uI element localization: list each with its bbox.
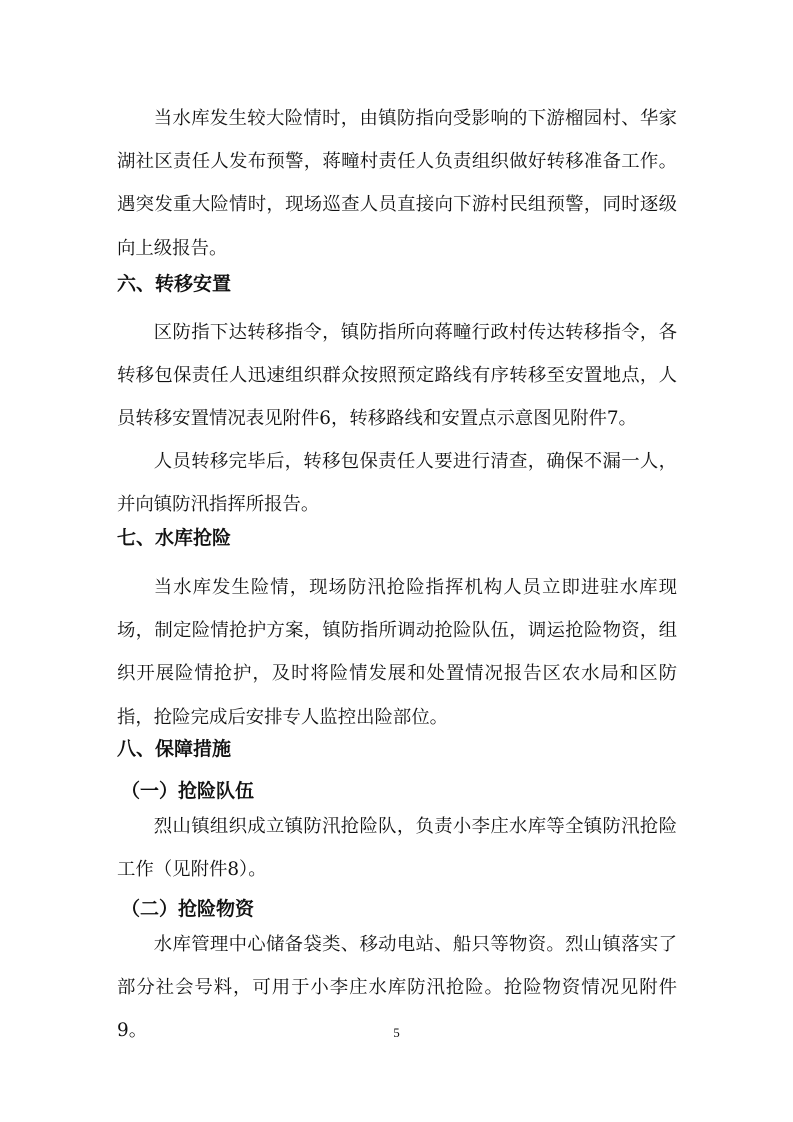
- paragraph-warning: [117, 97, 677, 270]
- paragraph-rescue: [117, 566, 677, 739]
- paragraph-text: 当水库发生险情，现场防汛抢险指挥机构人员立即进驻水库现场，制定险情抢护方案，镇防指所调动抢险队伍，调运抢险物资，组织开展险情抢护，及时将险情发展和处置情况报告区农水局和区防指，抢险完成后安排专人监控出险部位。: [117, 577, 677, 728]
- subsection-heading-team: （一）抢险队伍: [121, 780, 255, 802]
- subsection-heading-materials: （二）抢险物资: [121, 898, 255, 920]
- section-heading-rescue: 七、水库抢险: [117, 527, 232, 549]
- paragraph-text: 人员转移完毕后，转移包保责任人要进行清查，确保不漏一人，并向镇防汛指挥所报告。: [117, 451, 677, 516]
- paragraph-text: 区防指下达转移指令，镇防指所向蒋疃行政村传达转移指令，各转移包保责任人迅速组织群众按照预定路线有序转移至安置地点，人员转移安置情况表见附件6，转移路线和安置点示意图见附件7。: [117, 322, 677, 430]
- section-heading-safeguard: 八、保障措施: [117, 738, 232, 760]
- paragraph-transfer-check: [117, 440, 677, 526]
- paragraph-text: 当水库发生较大险情时，由镇防指向受影响的下游榴园村、华家湖社区责任人发布预警，蒋疃村责任人负责组织做好转移准备工作。遇突发重大险情时，现场巡查人员直接向下游村民组预警，同时逐级向上级报告。: [117, 108, 677, 259]
- paragraph-transfer-order: [117, 311, 677, 441]
- paragraph-text: 水库管理中心储备袋类、移动电站、船只等物资。烈山镇落实了部分社会号料，可用于小李庄水库防汛抢险。抢险物资情况见附件9。: [117, 934, 677, 1042]
- paragraph-team: [117, 805, 677, 891]
- page-number: 5: [393, 1025, 400, 1040]
- paragraph-text: 烈山镇组织成立镇防汛抢险队，负责小李庄水库等全镇防汛抢险工作（见附件8）。: [117, 816, 677, 881]
- section-heading-transfer: 六、转移安置: [117, 273, 232, 295]
